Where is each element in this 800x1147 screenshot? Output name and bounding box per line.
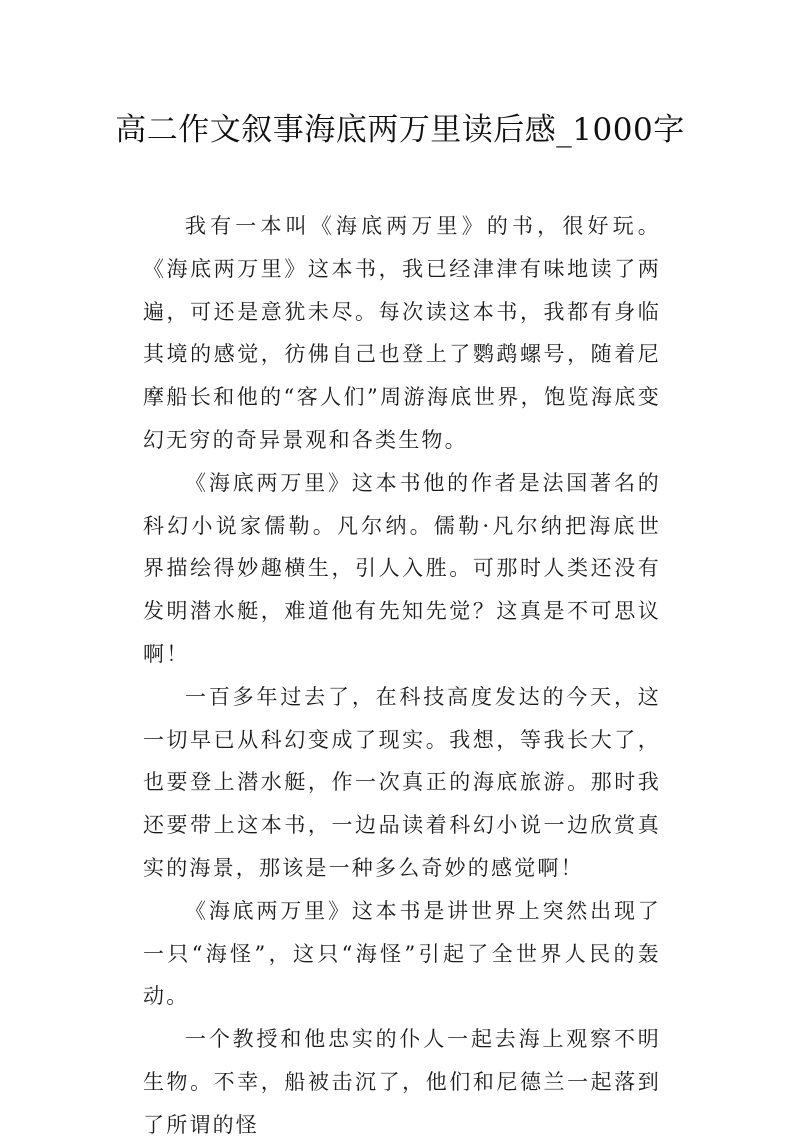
paragraph-3: 一百多年过去了，在科技高度发达的今天，这一切早已从科幻变成了现实。我想，等我长大了，也要登上潜水艇，作一次真正的海底旅游。那时我还要带上这本书，一边品读着科幻小说一边欣赏真实的海景，那该是一种多么奇妙的感觉啊！ — [143, 684, 661, 880]
document-body — [143, 205, 661, 1147]
paragraph-2: 《海底两万里》这本书他的作者是法国著名的科幻小说家儒勒。凡尔纳。儒勒·凡尔纳把海底世界描绘得妙趣横生，引人入胜。可那时人类还没有发明潜水艇，难道他有先知先觉？这真是不可思议啊！ — [143, 470, 661, 666]
paragraph-1: 我有一本叫《海底两万里》的书，很好玩。《海底两万里》这本书，我已经津津有味地读了两遍，可还是意犹未尽。每次读这本书，我都有身临其境的感觉，彷佛自己也登上了鹦鹉螺号，随着尼摩船长和他的“客人们”周游海底世界，饱览海底变幻无穷的奇异景观和各类生物。 — [143, 214, 661, 452]
paragraph-4: 《海底两万里》这本书是讲世界上突然出现了一只“海怪”，这只“海怪”引起了全世界人民的轰动。 — [143, 898, 661, 1009]
document-title: 高二作文叙事海底两万里读后感_1000字 — [115, 112, 685, 148]
paragraph-5: 一个教授和他忠实的仆人一起去海上观察不明生物。不幸，船被击沉了，他们和尼德兰一起落到了所谓的怪 — [143, 1027, 661, 1137]
